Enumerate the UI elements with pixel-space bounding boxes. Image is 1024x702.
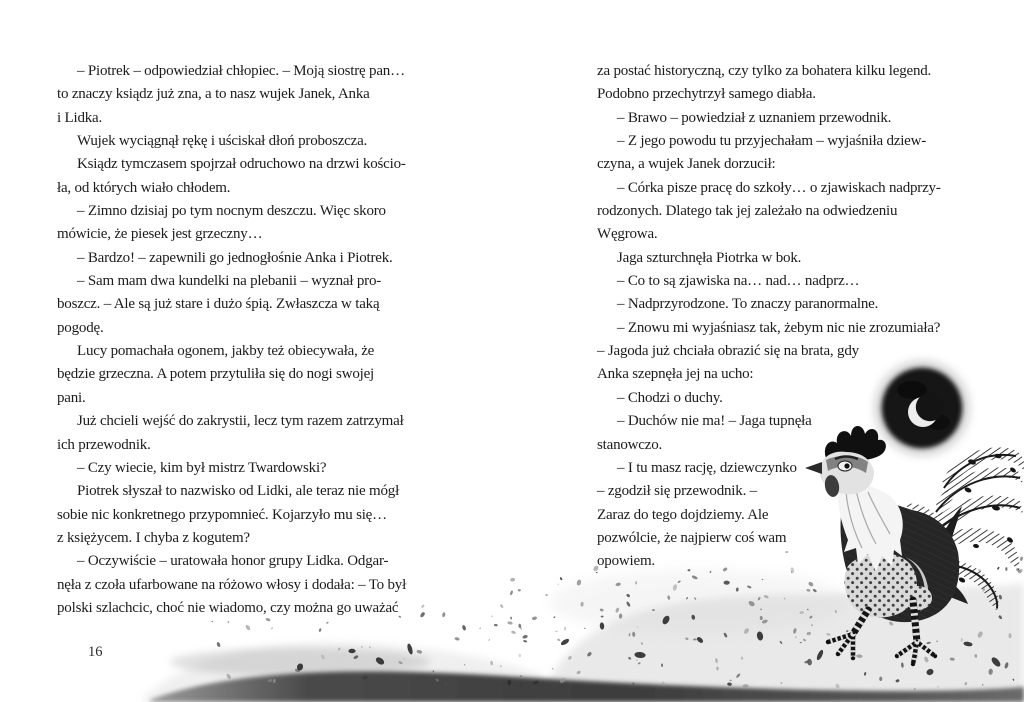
text-line: – Nadprzyrodzone. To znaczy paranormalne. bbox=[617, 296, 879, 313]
text-line: – Duchów nie ma! – Jaga tupnęła bbox=[617, 413, 812, 430]
text-line: – Czy wiecie, kim był mistrz Twardowski? bbox=[77, 459, 327, 476]
text-line: Jaga szturchnęła Piotrka w bok. bbox=[617, 249, 802, 266]
text-line: – zgodził się przewodnik. – bbox=[597, 483, 757, 500]
text-line: pani. bbox=[57, 389, 86, 406]
text-line: rodzonych. Dlatego tak jej zależało na odwiedzeniu bbox=[597, 203, 898, 220]
text-line: Piotrek słyszał to nazwisko od Lidki, ale teraz nie mógł bbox=[77, 483, 400, 500]
text-line: czyna, a wujek Janek dorzucił: bbox=[597, 156, 776, 173]
text-line: – I tu masz rację, dziewczynko bbox=[617, 459, 797, 476]
right-page-text bbox=[597, 60, 967, 574]
text-line: – Zimno dzisiaj po tym nocnym deszczu. Więc skoro bbox=[77, 203, 386, 220]
text-line: sobie nic konkretnego przypomnieć. Kojarzyło mu się… bbox=[57, 506, 387, 523]
text-line: Podobno przechytrzył samego diabła. bbox=[597, 86, 816, 103]
text-line: za postać historyczną, czy tylko za bohatera kilku legend. bbox=[597, 63, 932, 79]
text-line: – Brawo – powiedział z uznaniem przewodnik. bbox=[617, 109, 892, 126]
text-line: – Bardzo! – zapewnili go jednogłośnie Anka i Piotrek. bbox=[77, 249, 393, 266]
text-line: Zaraz do tego dojdziemy. Ale bbox=[597, 506, 769, 523]
text-line: – Co to są zjawiska na… nad… nadprz… bbox=[617, 273, 860, 290]
text-line: stanowczo. bbox=[597, 436, 663, 453]
text-line: Już chcieli wejść do zakrystii, lecz tym razem zatrzymał bbox=[77, 413, 404, 430]
text-line: Lucy pomachała ogonem, jakby też obiecywała, że bbox=[77, 343, 375, 360]
text-line: ich przewodnik. bbox=[57, 436, 151, 453]
text-line: ła, od których wiało chłodem. bbox=[57, 179, 231, 196]
text-line: z księżycem. I chyba z kogutem? bbox=[57, 529, 250, 546]
text-line: nęła z czoła ufarbowane na różowo włosy i dodała: – To był bbox=[57, 576, 407, 593]
text-line: – Piotrek – odpowiedział chłopiec. – Moją siostrę pan… bbox=[77, 63, 405, 79]
text-line: – Córka pisze pracę do szkoły… o zjawiskach nadprzy- bbox=[617, 179, 941, 196]
text-line: opowiem. bbox=[597, 553, 655, 570]
text-line: będzie grzeczna. A potem przytuliła się do nogi swojej bbox=[57, 366, 375, 383]
text-line: mówicie, że piesek jest grzeczny… bbox=[57, 226, 263, 243]
text-line: Wujek wyciągnął rękę i uściskał dłoń proboszcza. bbox=[77, 133, 368, 150]
text-line: pogodę. bbox=[57, 319, 104, 336]
text-line: – Z jego powodu tu przyjechałam – wyjaśniła dziew- bbox=[617, 133, 927, 150]
text-line: to znaczy ksiądz już zna, a to nasz wujek Janek, Anka bbox=[57, 86, 370, 103]
text-line: – Sam mam dwa kundelki na plebanii – wyznał pro- bbox=[77, 273, 382, 290]
text-line: Anka szepnęła jej na ucho: bbox=[597, 366, 754, 383]
text-line: boszcz. – Ale są już stare i dużo śpią. Zwłaszcza w taką bbox=[57, 296, 380, 313]
text-line: – Znowu mi wyjaśniasz tak, żebym nic nie zrozumiała? bbox=[617, 319, 941, 336]
page-number: 16 bbox=[88, 644, 103, 660]
text-line: – Jagoda już chciała obrazić się na brata, gdy bbox=[597, 343, 859, 360]
text-line: pozwólcie, że najpierw coś wam bbox=[597, 529, 787, 546]
left-page-text bbox=[57, 60, 433, 620]
text-line: – Chodzi o duchy. bbox=[617, 389, 723, 406]
text-line: polski szlachcic, choć nie wiadomo, czy można go uważać bbox=[57, 599, 399, 616]
text-line: Ksiądz tymczasem spojrzał odruchowo na drzwi kościo- bbox=[77, 156, 406, 173]
text-line: i Lidka. bbox=[57, 109, 103, 126]
text-line: – Oczywiście – uratowała honor grupy Lidka. Odgar- bbox=[77, 553, 389, 570]
text-line: Węgrowa. bbox=[597, 226, 658, 243]
